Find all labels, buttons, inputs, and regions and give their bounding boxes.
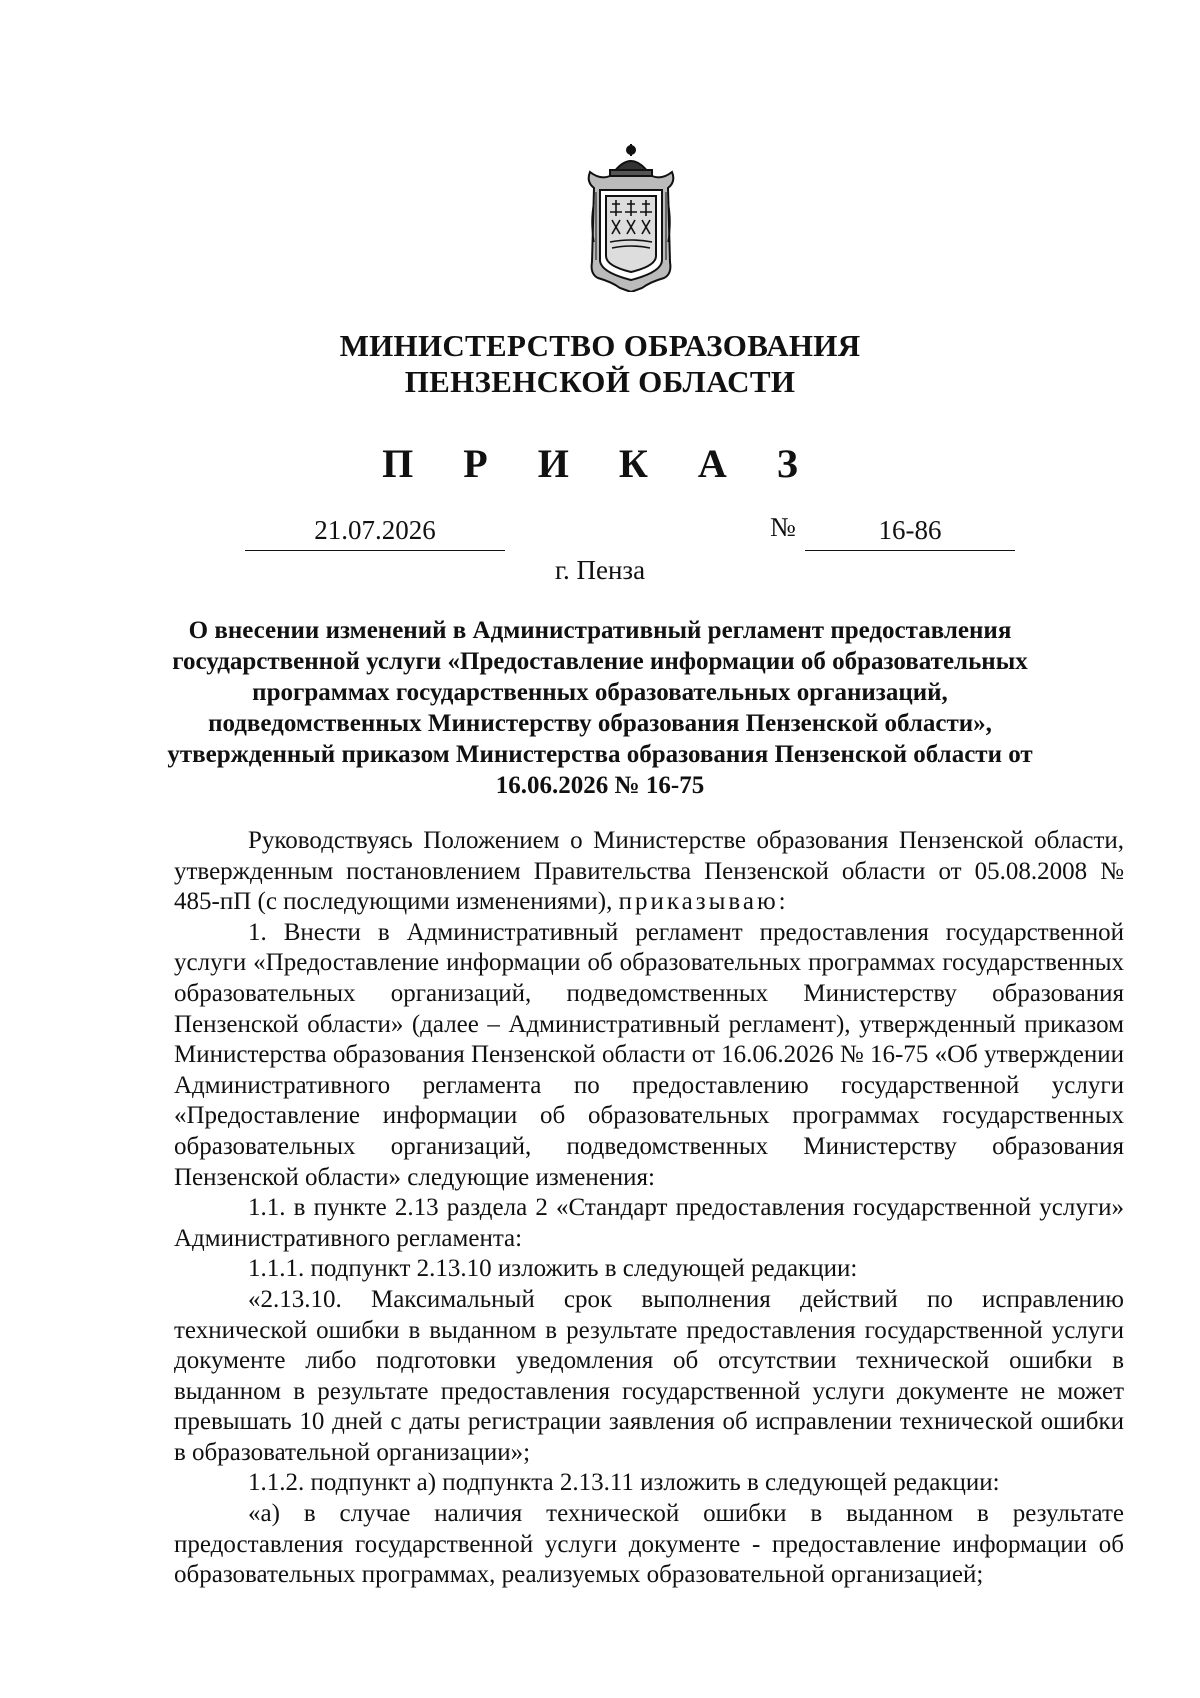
date-field — [245, 510, 505, 551]
document-type-title: П Р И К А З — [382, 441, 818, 486]
body-paragraph-item-1-1-2: 1.1.2. подпункт а) подпункта 2.13.11 изложить в следующей редакции: — [248, 1469, 1000, 1497]
body-paragraph-quote-2-13-10: «2.13.10. Максимальный срок выполнения действий по исправлению технической ошибки в выданном в результате предоставления государственной услуги документе либо подготовки уведомления об отсутствии технической ошибки в выданном в результате предоставления государственной услуги документе не может превышать 10 дней с даты регистрации заявления об исправлении технической ошибки в образовательной организации»; — [174, 1285, 1124, 1466]
preamble-text: Руководствуясь Положением о Министерстве образования Пензенской области, утвержденным постановлением Правительства Пензенской области от 05.08.2008 № 485-пП (с последующими изменениями), — [174, 827, 1124, 916]
number-sign: № — [770, 512, 796, 542]
body-paragraph-item-1-1-1: 1.1.1. подпункт 2.13.10 изложить в следующей редакции: — [248, 1255, 858, 1283]
document-body — [174, 826, 1124, 1591]
number-field — [805, 510, 1015, 551]
order-keyword: приказываю: — [618, 888, 789, 916]
document-subject: О внесении изменений в Административный регламент предоставления государственной услуги «Предоставление информации об образовательных программах государственных образовательных организаций, подведомственных Министерству образования Пензенской области», утвержденный приказом Министерства образования Пензенской области от 16.06.2026 № 16-75 — [167, 617, 1033, 799]
document-number: 16-86 — [878, 515, 942, 545]
ministry-name-line2: ПЕНЗЕНСКОЙ ОБЛАСТИ — [404, 364, 796, 399]
document-city: г. Пенза — [554, 555, 646, 585]
coat-of-arms-icon — [580, 142, 682, 292]
body-paragraph-item-1: 1. Внести в Административный регламент предоставления государственной услуги «Предоставление информации об образовательных программах государственных образовательных организаций, подведомственных Министерству образования Пензенской области» (далее – Административный регламент), утвержденный приказом Министерства образования Пензенской области от 16.06.2026 № 16-75 «Об утверждении Административного регламента по предоставлению государственной услуги «Предоставление информации об образовательных программах государственных образовательных организаций, подведомственных Министерству образования Пензенской области» следующие изменения: — [174, 918, 1124, 1191]
body-paragraph-item-1-1: 1.1. в пункте 2.13 раздела 2 «Стандарт предоставления государственной услуги» Административного регламента: — [174, 1194, 1124, 1252]
document-date: 21.07.2026 — [314, 515, 436, 545]
body-paragraph-preamble — [174, 826, 1124, 918]
body-paragraph-quote-a: «а) в случае наличия технической ошибки в выданном в результате предоставления государственной услуги документе - предоставление информации об образовательных программах, реализуемых образовательной организацией; — [174, 1500, 1124, 1589]
ministry-name-line1: МИНИСТЕРСТВО ОБРАЗОВАНИЯ — [339, 328, 861, 363]
